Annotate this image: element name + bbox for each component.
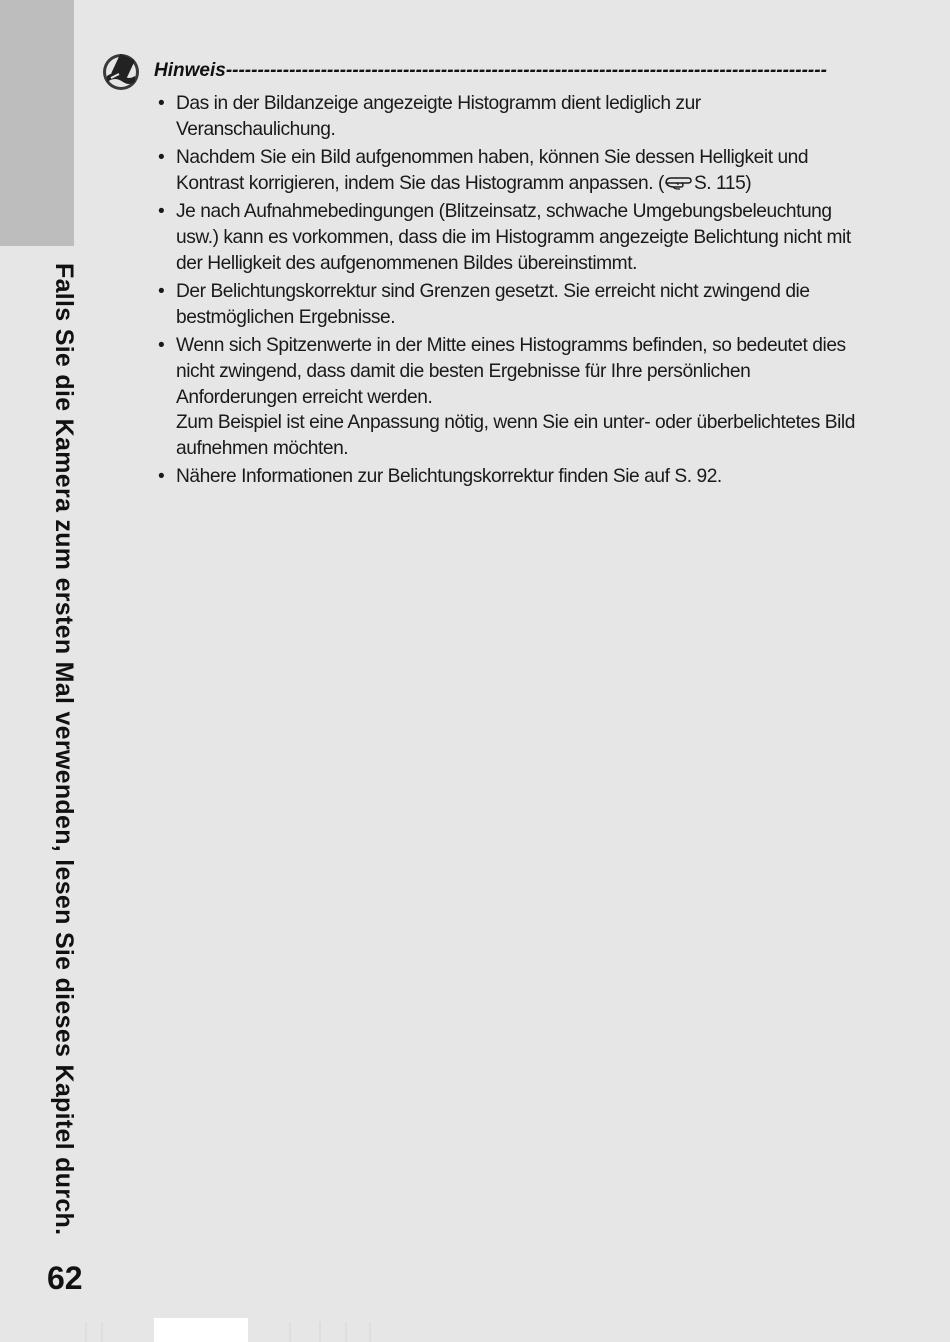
list-item-text-part: S. 115) [693,172,752,194]
list-item [158,279,858,330]
list-item-text: Je nach Aufnahmebedingungen (Blitzeinsatz, schwache Umgebungsbeleuchtung usw.) kann es vorkommen, dass die im Histogramm angezeigte Belichtung nicht mit der Helligkeit des aufgenommenen Bildes übereinstimmt. [176,201,851,274]
list-item-text: Wenn sich Spitzenwerte in der Mitte eines Histogramms befinden, so bedeutet dies nicht zwingend, dass damit die besten Ergebnisse für Ihre persönlichen Anforderungen erreicht werden. [176,335,846,408]
chapter-tab [0,0,74,246]
pointing-hand-icon [664,174,694,192]
list-item [158,91,858,142]
list-item-text: Nähere Informationen zur Belichtungskorrektur finden Sie auf S. 92. [176,466,722,488]
list-item [158,464,858,490]
bottom-edge-marks [80,1322,460,1342]
note-pencil-icon [101,52,141,92]
note-header [154,60,854,82]
note-title: Hinweis [154,60,226,81]
bullet: • [158,93,165,114]
chapter-title: Falls Sie die Kamera zum ersten Mal verwenden, lesen Sie dieses Kapitel durch. [50,263,78,1236]
list-item-text-part: Nachdem Sie ein Bild aufgenommen haben, können Sie dessen Helligkeit und Kontrast korrigieren, indem Sie das Histogramm anpassen. ( [176,147,809,194]
list-item [158,333,858,461]
bullet: • [158,201,165,223]
list-item-text: Das in der Bildanzeige angezeigte Histogramm dient lediglich zur Veranschaulichung. [176,93,701,140]
list-item-text: Der Belichtungskorrektur sind Grenzen gesetzt. Sie erreicht nicht zwingend die bestmöglichen Ergebnisse. [176,281,810,328]
page-number: 62 [47,1260,83,1296]
note-list [158,91,858,493]
bullet: • [158,147,165,169]
list-item-text [176,145,858,196]
list-item [158,145,858,196]
bullet: • [158,335,165,357]
list-item [158,199,858,276]
bullet: • [158,466,165,488]
list-item-text-continued: Zum Beispiel ist eine Anpassung nötig, wenn Sie ein unter- oder überbelichtetes Bild aufnehmen möchten. [176,412,855,459]
note-divider: ----------------------------------------------------------------------------------------------- [225,60,827,81]
bullet: • [158,281,165,303]
